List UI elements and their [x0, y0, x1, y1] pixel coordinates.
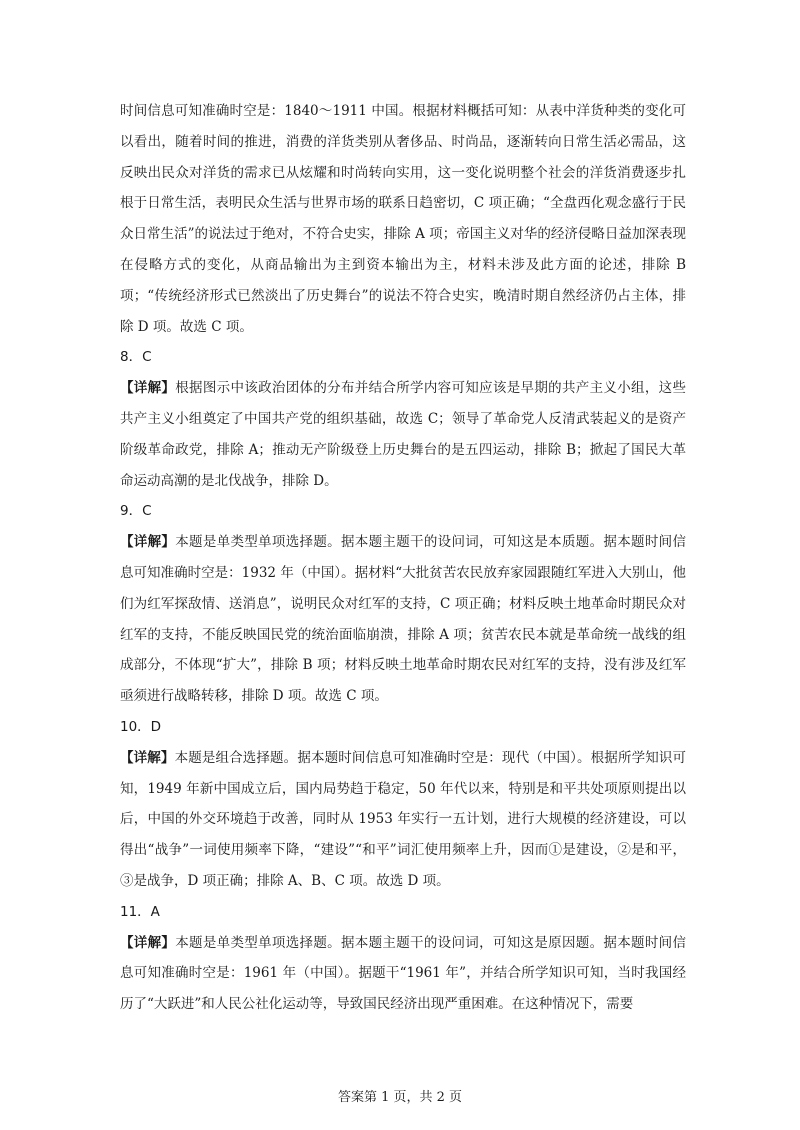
page-footer: 答案第 1 页，共 2 页 [337, 1090, 463, 1105]
detail-tag: 【详解】 [120, 534, 176, 551]
question-11-text: 本题是单类型单项选择题。据本题主题干的设问词，可知这是原因题。据本题时间信息可知准确时空是：1961 年（中国）。据题干“1961 年”，并结合所学知识可知，当时我国经历了“大跃进”和人民公社化运动等，导致国民经济出现严重困难。在这种情况下，需要 [120, 934, 686, 1013]
detail-tag: 【详解】 [120, 749, 175, 766]
answer-content [120, 96, 686, 1020]
detail-tag: 【详解】 [120, 380, 176, 397]
question-10-text: 本题是组合选择题。据本题时间信息可知准确时空是：现代（中国）。根据所学知识可知，1949 年新中国成立后，国内局势趋于稳定，50 年代以来，特别是和平共处项原则提出以后，中国的外交环境趋于改善，同时从 1953 年实行一五计划，进行大规模的经济建设，可以得出“战争”一词使用频率下降，“建设”“和平”词汇使用频率上升，因而①是建设，②是和平，③是战争，D 项正确；排除 A、B、C 项。故选 D 项。 [120, 749, 687, 889]
question-10-answer: 10．D [120, 718, 162, 735]
question-11-answer: 11．A [120, 903, 160, 920]
question-8-answer: 8．C [120, 349, 152, 366]
answer-7-explanation-continued: 时间信息可知准确时空是：1840～1911 中国。根据材料概括可知：从表中洋货种类的变化可以看出，随着时间的推进，消费的洋货类别从奢侈品、时尚品，逐渐转向日常生活必需品，这反映出民众对洋货的需求已从炫耀和时尚转向实用，这一变化说明整个社会的洋货消费逐步扎根于日常生活，表明民众生活与世界市场的联系日趋密切，C 项正确；“全盘西化观念盛行于民众日常生活”的说法过于绝对，不符合史实，排除 A 项；帝国主义对华的经济侵略日益加深表现在侵略方式的变化，从商品输出为主到资本输出为主，材料未涉及此方面的论述，排除 B 项；“传统经济形式已然淡出了历史舞台”的说法不符合史实，晚清时期自然经济仍占主体，排除 D 项。故选 C 项。 [120, 103, 686, 335]
question-8-explanation [120, 373, 686, 496]
question-8-text: 根据图示中该政治团体的分布并结合所学内容可知应该是早期的共产主义小组，这些共产主义小组奠定了中国共产党的组织基础，故选 C；领导了革命党人反清武装起义的是资产阶级革命政党，排除 A；推动无产阶级登上历史舞台的是五四运动，排除 B；掀起了国民大革命运动高潮的是北伐战争，排除 D。 [120, 380, 686, 489]
question-11-explanation [120, 928, 686, 1020]
question-9-explanation [120, 527, 686, 712]
question-9-text: 本题是单类型单项选择题。据本题主题干的设问词，可知这是本质题。据本题时间信息可知准确时空是：1932 年（中国）。据材料“大批贫苦农民放弃家园跟随红军进入大别山，他们为红军探敌情、送消息”，说明民众对红军的支持，C 项正确；材料反映土地革命时期民众对红军的支持，不能反映国民党的统治面临崩溃，排除 A 项；贫苦农民本就是革命统一战线的组成部分，不体现“扩大”，排除 B 项；材料反映土地革命时期农民对红军的支持，没有涉及红军亟须进行战略转移，排除 D 项。故选 C 项。 [120, 534, 686, 705]
question-9-answer: 9．C [120, 503, 152, 520]
question-10-explanation [120, 743, 686, 897]
detail-tag: 【详解】 [120, 934, 176, 951]
